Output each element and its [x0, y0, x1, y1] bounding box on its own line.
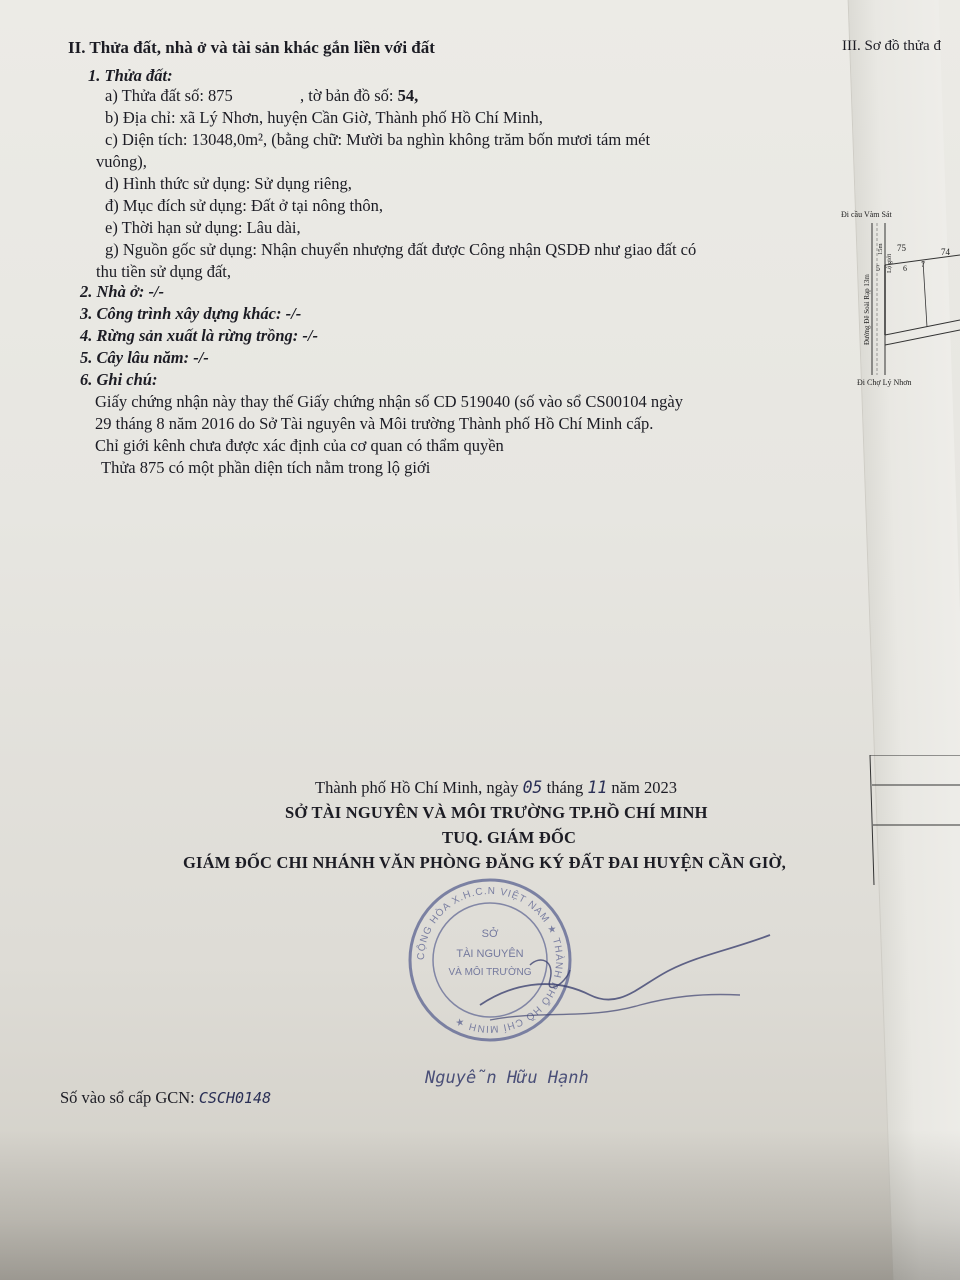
handwritten-signature	[470, 925, 790, 1045]
seal-ring-text: CỘNG HÒA X.H.C.N VIỆT NAM ★ THÀNH PHỐ HỒ CHÍ MINH ★	[415, 885, 565, 1035]
note-line-4: Thửa 875 có một phần diện tích nằm trong lộ giới	[101, 458, 431, 477]
map-sheet-row	[300, 86, 418, 106]
map-bottom-label: Đi Chợ Lý Nhơn	[857, 378, 912, 387]
section-iii-title: III. Sơ đồ thửa đ	[842, 38, 941, 54]
parcel-number-value: 875	[208, 86, 233, 105]
item3-construction: 3. Công trình xây dựng khác: -/-	[80, 304, 302, 323]
signer-name: Nguyễn Hữu Hạnh	[425, 1068, 589, 1088]
note-line-2: 29 tháng 8 năm 2016 do Sở Tài nguyên và Môi trường Thành phố Hồ Chí Minh cấp.	[95, 414, 654, 433]
item1-title: 1. Thửa đất:	[88, 66, 173, 85]
parcel-number-label: a) Thửa đất số:	[105, 86, 204, 105]
item5-perennial: 5. Cây lâu năm: -/-	[80, 348, 209, 367]
note-line-3: Chỉ giới kênh chưa được xác định của cơ quan có thẩm quyền	[95, 436, 504, 455]
section-ii-title: II. Thửa đất, nhà ở và tài sản khác gắn liền với đất	[68, 38, 435, 57]
item6-notes-title: 6. Ghi chú:	[80, 370, 158, 389]
area-line-1: c) Diện tích: 13048,0m², (bằng chữ: Mười ba nghìn không trăm bốn mươi tám mét	[105, 130, 651, 149]
issue-year: năm 2023	[611, 778, 677, 797]
signer-role: GIÁM ĐỐC CHI NHÁNH VĂN PHÒNG ĐĂNG KÝ ĐẤT ĐAI HUYỆN CẦN GIỜ,	[183, 853, 786, 872]
seal-center-line-1: SỞ	[481, 928, 499, 940]
map-point-5: 5	[876, 264, 880, 273]
map-sheet-value: 54,	[397, 86, 419, 105]
registry-value: CSCH0148	[198, 1089, 272, 1107]
map-point-7: 7	[921, 260, 925, 269]
usage-form-line: d) Hình thức sử dụng: Sử dụng riêng,	[105, 174, 352, 193]
item4-forest: 4. Rừng sản xuất là rừng trồng: -/-	[80, 326, 318, 345]
registry-row	[60, 1088, 271, 1108]
issue-date-line	[315, 778, 677, 798]
registry-label: Số vào sổ cấp GCN:	[60, 1088, 195, 1107]
map-road-label: Đường Đê Soài Rạp 13m	[863, 274, 871, 345]
photo-shadow	[0, 1130, 960, 1280]
map-parcel-74: 74	[941, 247, 950, 257]
map-lo-gioi: Lộ giới	[886, 253, 893, 273]
parcel-number-row	[105, 86, 233, 106]
map-parcel-75: 75	[897, 243, 906, 253]
address-line: b) Địa chỉ: xã Lý Nhơn, huyện Cần Giờ, Thành phố Hồ Chí Minh,	[105, 108, 543, 127]
item2-house: 2. Nhà ở: -/-	[80, 282, 165, 301]
issue-month-label: tháng	[546, 778, 584, 797]
origin-line-2: thu tiền sử dụng đất,	[96, 262, 231, 281]
map-parcel-divider	[923, 261, 927, 327]
page-fold	[848, 0, 960, 1280]
right-table-lines	[868, 755, 960, 885]
issuing-department: SỞ TÀI NGUYÊN VÀ MÔI TRƯỜNG TP.HỒ CHÍ MINH	[285, 803, 708, 822]
area-line-2: vuông),	[96, 152, 147, 171]
usage-term-line: e) Thời hạn sử dụng: Lâu dài,	[105, 218, 301, 237]
parcel-sketch-map	[835, 205, 960, 395]
usage-purpose-line: đ) Mục đích sử dụng: Đất ở tại nông thôn,	[105, 196, 383, 215]
map-point-6: 6	[903, 264, 907, 273]
origin-line-1: g) Nguồn gốc sử dụng: Nhận chuyển nhượng đất được Công nhận QSDĐ như giao đất có	[105, 240, 697, 259]
seal-center-line-2: TÀI NGUYÊN	[456, 948, 524, 960]
seal-center-line-3: VÀ MÔI TRƯỜNG	[448, 967, 532, 978]
authorization-line: TUQ. GIÁM ĐỐC	[442, 828, 577, 847]
issue-date-prefix: Thành phố Hồ Chí Minh, ngày	[315, 778, 519, 797]
map-road-width: 15m	[877, 243, 884, 255]
note-line-1: Giấy chứng nhận này thay thế Giấy chứng nhận số CD 519040 (số vào sổ CS00104 ngày	[95, 392, 683, 411]
issue-day: 05	[522, 778, 543, 797]
parcel-map-svg	[835, 205, 960, 395]
map-top-label: Đi cầu Vàm Sát	[841, 210, 892, 219]
map-sheet-label: , tờ bản đồ số:	[300, 86, 394, 105]
issue-month: 11	[587, 778, 608, 797]
